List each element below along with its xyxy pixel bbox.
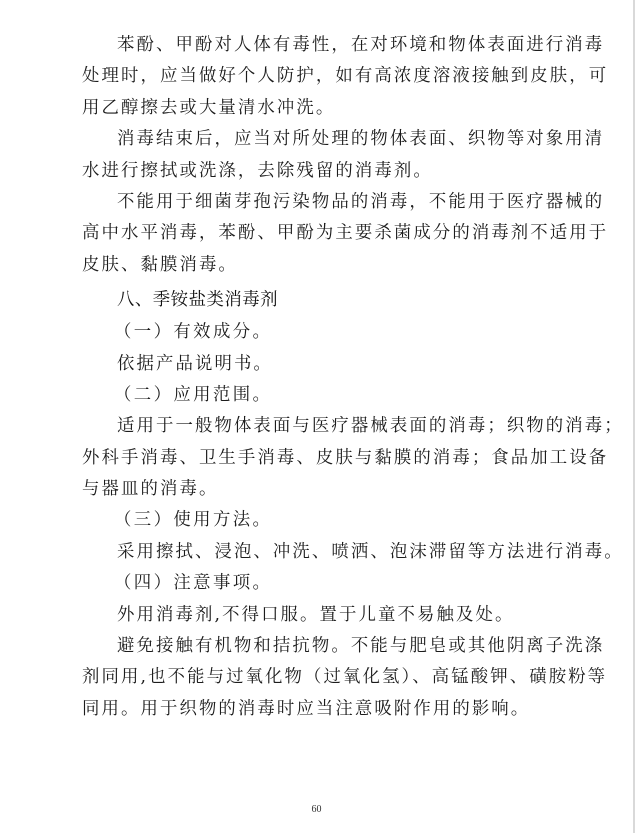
text-line: 处理时，应当做好个人防护，如有高浓度溶液接触到皮肤，可 — [82, 66, 609, 87]
paragraph-phenol-toxicity — [82, 30, 609, 124]
subsection-title: （三）使用方法。 — [114, 510, 273, 531]
text-line: 水进行擦拭或洗涤，去除残留的消毒剂。 — [82, 160, 433, 181]
subsection-precautions — [82, 568, 608, 725]
text-line: 与器皿的消毒。 — [82, 479, 219, 500]
subsection-scope — [82, 380, 624, 506]
text-line: 用乙醇擦去或大量清水冲洗。 — [82, 97, 336, 118]
subsection-title: （四）注意事项。 — [114, 573, 273, 594]
page-number: 60 — [311, 804, 322, 815]
text-line: 外科手消毒、卫生手消毒、皮肤与黏膜的消毒；食品加工设备 — [82, 447, 609, 468]
text-line: 依据产品说明书。 — [117, 353, 273, 374]
subsection-active-ingredient — [82, 317, 552, 380]
subsection-title: （二）应用范围。 — [114, 384, 273, 405]
text-line: 同用。用于织物的消毒时应当注意吸附作用的影响。 — [82, 698, 531, 719]
text-line: 不能用于细菌芽孢污染物品的消毒，不能用于医疗器械的 — [117, 191, 605, 212]
text-line: 苯酚、甲酚对人体有毒性，在对环境和物体表面进行消毒 — [117, 35, 605, 55]
text-line: 剂同用,也不能与过氧化物（过氧化氢）、高锰酸钾、磺胺粉等 — [82, 667, 608, 688]
text-line: 避免接触有机物和拮抗物。不能与肥皂或其他阴离子洗涤 — [117, 636, 605, 657]
paragraph-after-disinfection — [82, 124, 605, 187]
subsection-title: （一）有效成分。 — [114, 322, 273, 343]
text-line: 外用消毒剂,不得口服。置于儿童不易触及处。 — [117, 604, 515, 625]
text-line: 皮肤、黏膜消毒。 — [82, 254, 238, 275]
text-line: 高中水平消毒，苯酚、甲酚为主要杀菌成分的消毒剂不适用于 — [82, 223, 609, 244]
page-content — [82, 30, 624, 725]
subsection-usage — [82, 505, 624, 568]
paragraph-not-for-spores — [82, 187, 609, 281]
text-line: 适用于一般物体表面与医疗器械表面的消毒；织物的消毒； — [117, 416, 624, 437]
text-line: 消毒结束后，应当对所处理的物体表面、织物等对象用清 — [117, 129, 605, 150]
section-heading: 八、季铵盐类消毒剂 — [117, 290, 279, 311]
text-line: 采用擦拭、浸泡、冲洗、喷洒、泡沫滞留等方法进行消毒。 — [117, 541, 624, 562]
